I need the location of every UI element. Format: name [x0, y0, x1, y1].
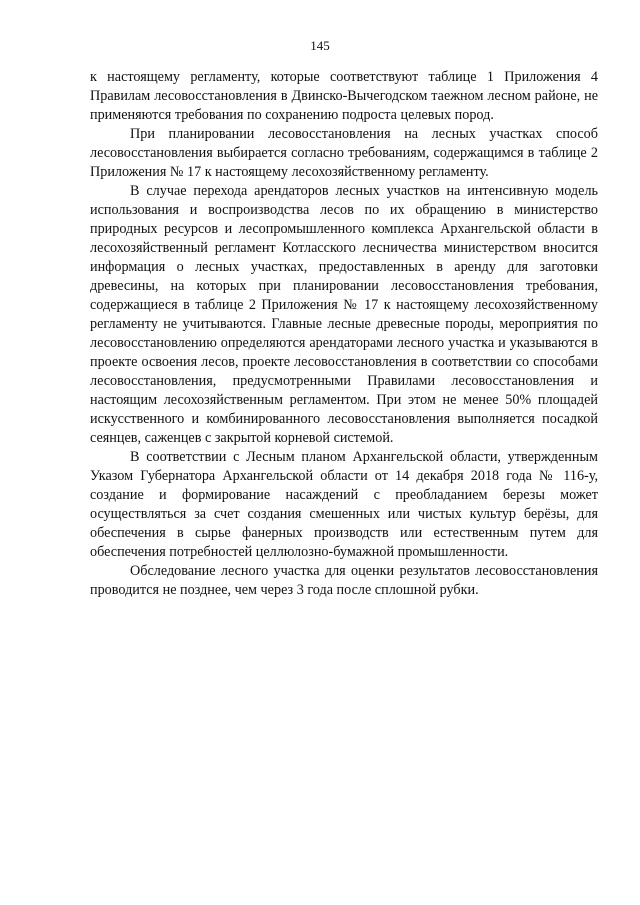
paragraph-inspection: Обследование лесного участка для оценки результатов лесовосстановления проводится не позднее, чем через 3 года после сплошной рубки. [90, 563, 598, 598]
paragraph-forest-plan-birch: В соответствии с Лесным планом Архангельской области, утвержденным Указом Губернатора Архангельской области от 14 декабря 2018 года № 116-у, создание и формирование насаждений с преобладанием березы может осуществляться за счет создания смешенных или чистых культур берёзы, для обеспечения в сырье фанерных производств или естественным путем для обеспечения потребностей целлюлозно-бумажной промышленности. [90, 449, 598, 560]
paragraph-reforestation-planning: При планировании лесовосстановления на лесных участках способ лесовосстановления выбирается согласно требованиям, содержащимся в таблице 2 Приложения № 17 к настоящему лесохозяйственному регламенту. [90, 126, 598, 180]
paragraph-continuation: к настоящему регламенту, которые соответствуют таблице 1 Приложения 4 Правилам лесовосстановления в Двинско-Вычегодском таежном лесном районе, не применяются требования по сохранению подроста целевых пород. [90, 69, 598, 123]
body-text [90, 68, 598, 600]
page-number: 145 [310, 38, 330, 53]
paragraph-intensive-model: В случае перехода арендаторов лесных участков на интенсивную модель использования и воспроизводства лесов по их обращению в министерство природных ресурсов и лесопромышленного комплекса Архангельской области в лесохозяйственный регламент Котласского лесничества министерством вносится информация о лесных участках, предоставленных в аренду для заготовки древесины, на которых при планировании лесовосстановления требования, содержащиеся в таблице 2 Приложения № 17 к настоящему лесохозяйственному регламенту не учитываются. Главные лесные древесные породы, мероприятия по лесовосстановлению определяются арендаторами лесного участка и указываются в проекте освоения лесов, проекте лесовосстановления в соответствии со способами лесовосстановления, предусмотренными Правилами лесовосстановления и настоящим лесохозяйственным регламентом. При этом не менее 50% площадей искусственного и комбинированного лесовосстановления выполняется посадкой сеянцев, саженцев с закрытой корневой системой. [90, 183, 598, 446]
